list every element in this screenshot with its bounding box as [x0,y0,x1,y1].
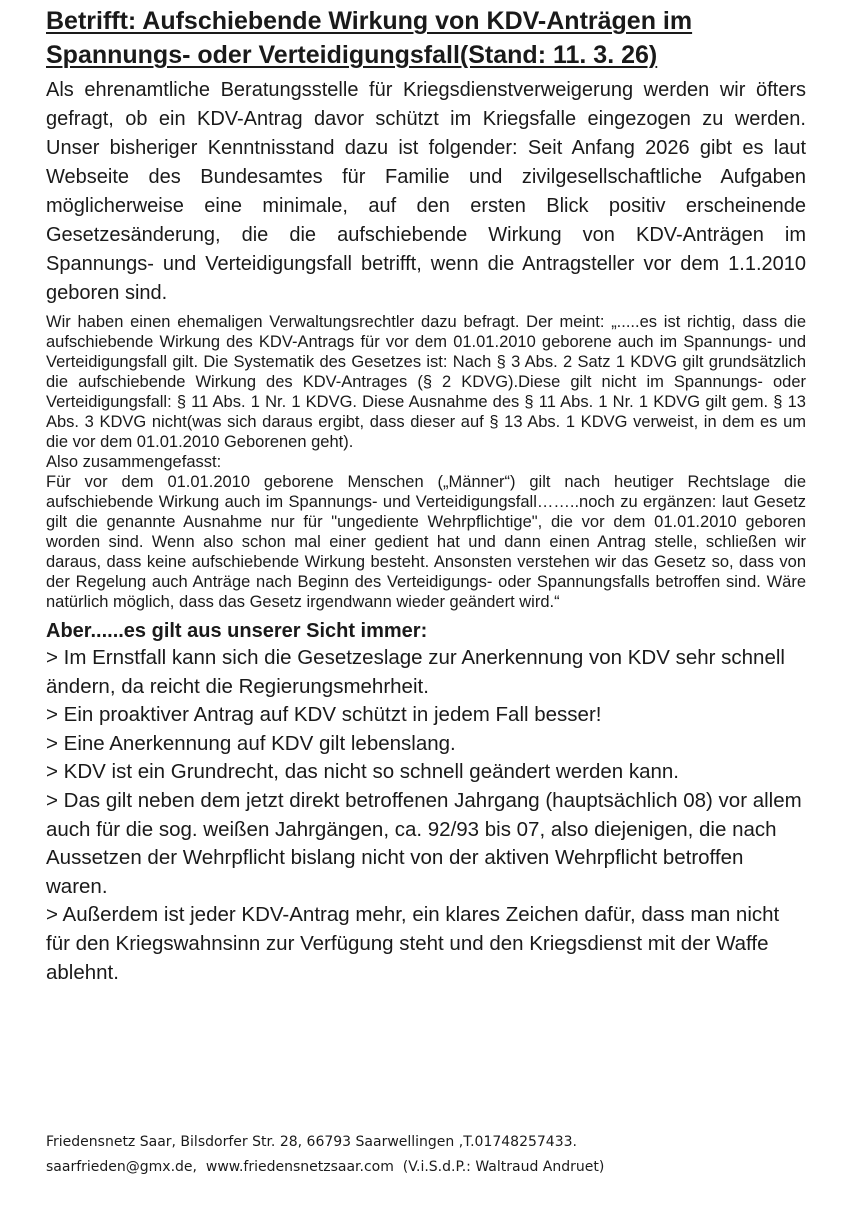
expert-quote-paragraph: Wir haben einen ehemaligen Verwaltungsrechtler dazu befragt. Der meint: „.....es ist richtig, dass die aufschiebende Wirkung des KDV-Antrags für vor dem 01.01.2010 geborene auch im Spannungs- und Verteidigungsfall gilt. Die Systematik des Gesetzes ist: Nach § 3 Abs. 2 Satz 1 KDVG gilt grundsätzlich die aufschiebende Wirkung des KDV-Antrages (§ 2 KDVG).Diese gilt nicht im Spannungs- oder Verteidigungsfall: § 11 Abs. 1 Nr. 1 KDVG. Diese Ausnahme des § 11 Abs. 1 Nr. 1 KDVG gilt gem. § 13 Abs. 3 KDVG nicht(was sich daraus ergibt, dass dieser auf § 13 Abs. 1 KDVG verweist, in dem es um die vor dem 01.01.2010 Geborenen geht). [46,313,806,451]
conclusion-heading: Aber......es gilt aus unserer Sicht immer: [46,620,428,642]
expert-quote-section [46,312,806,612]
email-link[interactable]: saarfrieden@gmx.de, [46,1159,197,1175]
conclusion-point: > Eine Anerkennung auf KDV gilt lebenslang. [46,731,456,755]
flyer-page [46,4,806,987]
conclusion-point: > Im Ernstfall kann sich die Gesetzeslage zur Anerkennung von KDV sehr schnell ändern, da reicht die Regierungsmehrheit. [46,646,785,698]
responsible-person: (V.i.S.d.P.: Waltraud Andruet) [402,1159,605,1175]
contact-footer [46,1130,806,1180]
document-title: Betrifft: Aufschiebende Wirkung von KDV-Anträgen im Spannungs- oder Verteidigungsfall(Stand: 11. 3. 26) [46,7,693,69]
conclusion-point: > KDV ist ein Grundrecht, das nicht so schnell geändert werden kann. [46,760,680,784]
conclusion-points-list [46,644,806,987]
summary-paragraph: Für vor dem 01.01.2010 geborene Menschen („Männer“) gilt nach heutiger Rechtslage die aufschiebende Wirkung auch im Spannungs- und Verteidigungsfall……..noch zu ergänzen: laut Gesetz gilt die genannte Ausnahme nur für "ungediente Wehrpflichtige", die vor dem 01.01.2010 geboren worden sind. Wenn also schon mal einer gedient hat und dann einen Antrag stelle, schließen wir daraus, dass keine aufschiebende Wirkung besteht. Ansonsten verstehen wir das Gesetz so, dass von der Regelung auch Anträge nach Beginn des Verteidigungs- oder Spannungsfalls betroffen sind. Wäre natürlich möglich, dass das Gesetz irgendwann wieder geändert wird.“ [46,473,806,611]
intro-paragraph: Als ehrenamtliche Beratungsstelle für Kriegsdienstverweigerung werden wir öfters gefragt, ob ein KDV-Antrag davor schützt im Kriegsfalle eingezogen zu werden. Unser bisheriger Kenntnisstand dazu ist folgender: Seit Anfang 2026 gibt es laut Webseite des Bundesamtes für Familie und zivilgesellschaftliche Aufgaben möglicherweise eine minimale, auf den ersten Blick positiv erscheinende Gesetzesänderung, die die aufschiebende Wirkung von KDV-Anträgen im Spannungs- und Verteidigungsfall betrifft, wenn die Antragsteller vor dem 1.1.2010 geboren sind. [46,79,806,304]
footer-contact-line [46,1155,806,1180]
website-link[interactable]: www.friedensnetzsaar.com [205,1159,394,1175]
summary-label: Also zusammengefasst: [46,453,222,471]
footer-address: Friedensnetz Saar, Bilsdorfer Str. 28, 66793 Saarwellingen ,T.01748257433. [46,1134,577,1150]
conclusion-point: > Außerdem ist jeder KDV-Antrag mehr, ein klares Zeichen dafür, dass man nicht für den Kriegswahnsinn zur Verfügung steht und den Kriegsdienst mit der Waffe ablehnt. [46,903,780,984]
conclusion-point: > Das gilt neben dem jetzt direkt betroffenen Jahrgang (hauptsächlich 08) vor allem auch für die sog. weißen Jahrgängen, ca. 92/93 bis 07, also diejenigen, die nach Aussetzen der Wehrpflicht bislang nicht von der aktiven Wehrpflicht betroffen waren. [46,788,802,898]
conclusion-point: > Ein proaktiver Antrag auf KDV schützt in jedem Fall besser! [46,703,602,727]
